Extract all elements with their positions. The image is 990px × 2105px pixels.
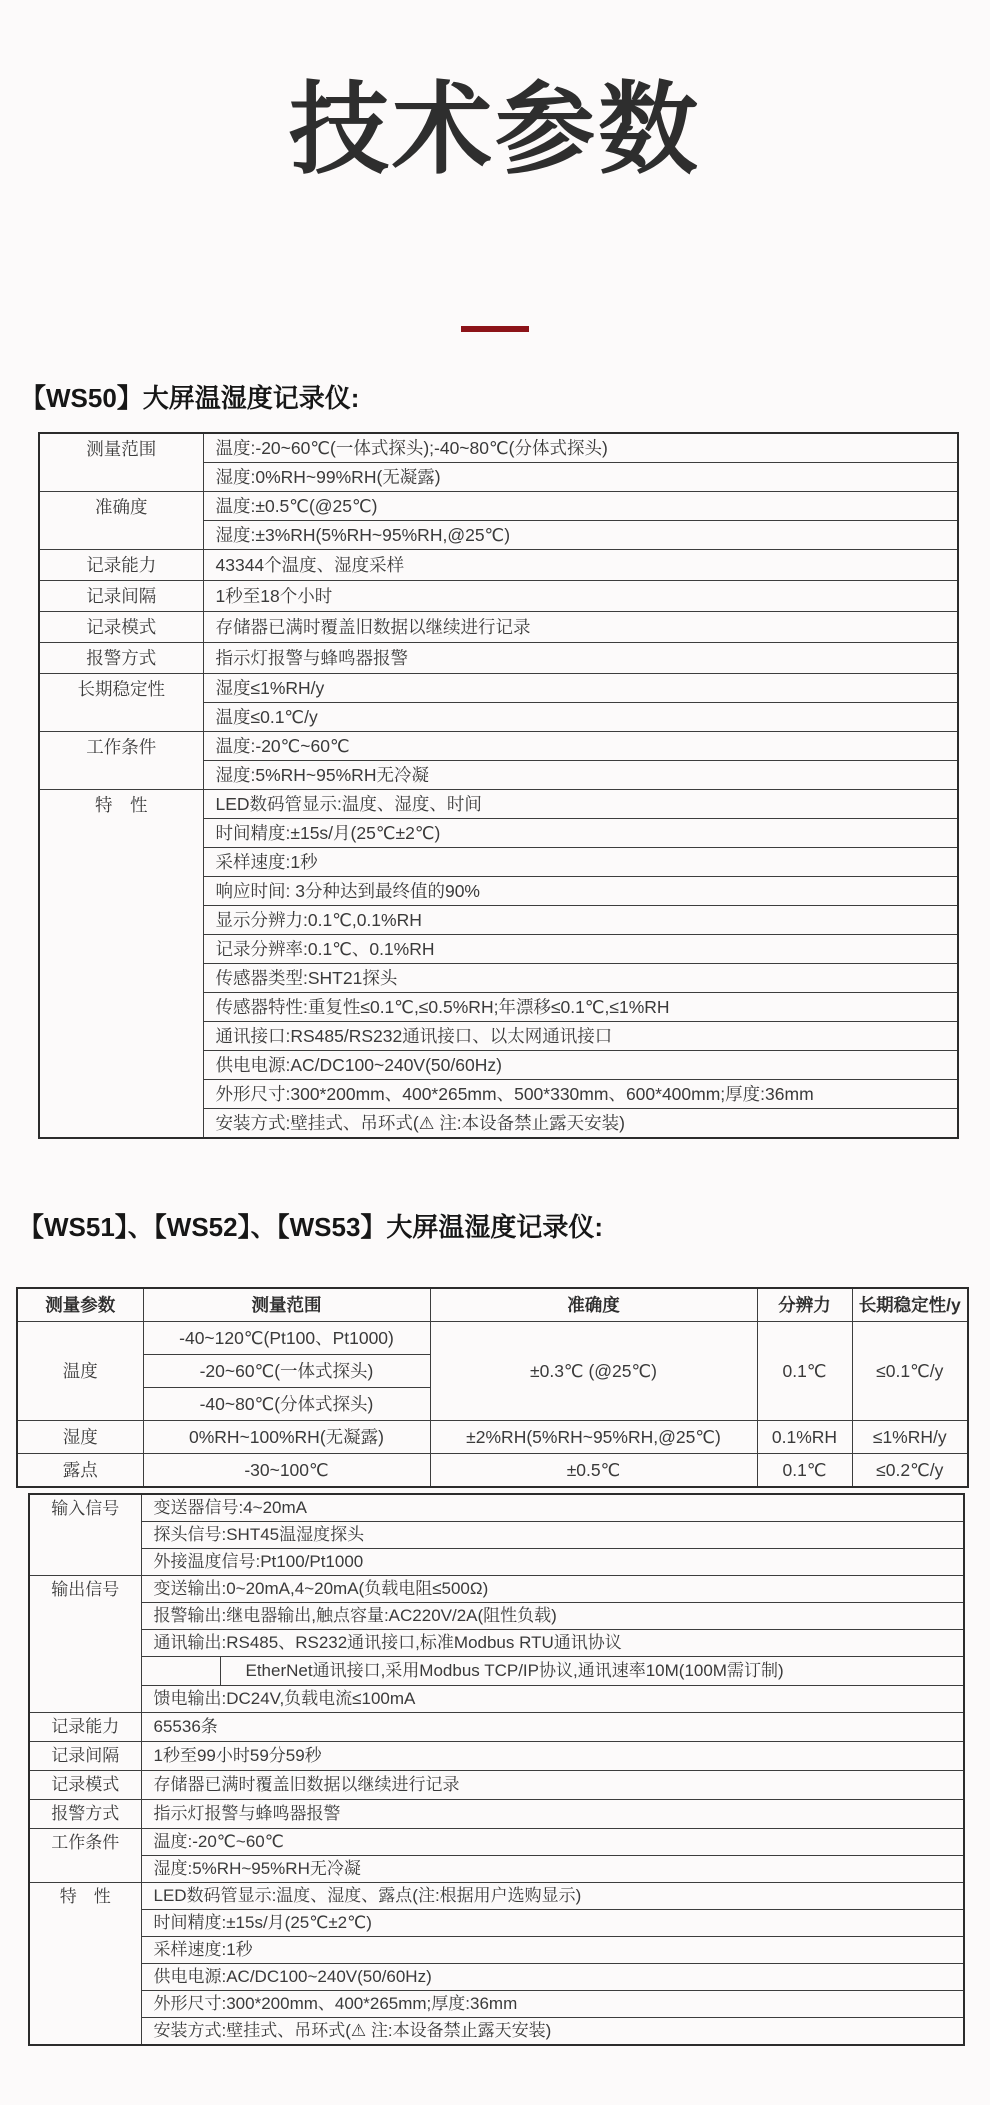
resolution-cell: 0.1℃ <box>757 1454 852 1488</box>
spec-row <box>39 581 958 612</box>
spec-value-cell: 温度:-20℃~60℃ <box>203 732 958 761</box>
ws51-io-table <box>28 1493 965 2046</box>
spec-row <box>29 1522 964 1549</box>
ws51-io-table-body <box>29 1494 964 2045</box>
indent-spacer-cell <box>141 1657 220 1686</box>
spec-value-cell: 指示灯报警与蜂鸣器报警 <box>203 643 958 674</box>
spec-value-cell: 外形尺寸:300*200mm、400*265mm、500*330mm、600*400mm;厚度:36mm <box>203 1080 958 1109</box>
spec-label-cell: 记录间隔 <box>29 1742 141 1771</box>
range-cell: 0%RH~100%RH(无凝露) <box>143 1421 430 1454</box>
resolution-cell: 0.1℃ <box>757 1322 852 1421</box>
spec-value-cell: EtherNet通讯接口,采用Modbus TCP/IP协议,通讯速率10M(100M需订制) <box>220 1657 964 1686</box>
ws50-spec-table <box>38 432 959 1139</box>
spec-label-cell: 记录模式 <box>29 1771 141 1800</box>
spec-value-cell: 温度≤0.1℃/y <box>203 703 958 732</box>
header-cell-accuracy: 准确度 <box>430 1288 757 1322</box>
spec-value-cell: 1秒至99小时59分59秒 <box>141 1742 964 1771</box>
spec-value-cell: 时间精度:±15s/月(25℃±2℃) <box>203 819 958 848</box>
spec-value-cell: 通讯接口:RS485/RS232通讯接口、以太网通讯接口 <box>203 1022 958 1051</box>
spec-value-cell: 存储器已满时覆盖旧数据以继续进行记录 <box>203 612 958 643</box>
spec-value-cell: 指示灯报警与蜂鸣器报警 <box>141 1800 964 1829</box>
spec-row <box>29 1494 964 1522</box>
accuracy-cell: ±2%RH(5%RH~95%RH,@25℃) <box>430 1421 757 1454</box>
spec-value-cell: 安装方式:壁挂式、吊环式(⚠ 注:本设备禁止露天安装) <box>141 2018 964 2046</box>
spec-value-cell: 存储器已满时覆盖旧数据以继续进行记录 <box>141 1771 964 1800</box>
spec-row <box>29 1964 964 1991</box>
spec-value-cell: 温度:-20℃~60℃ <box>141 1829 964 1856</box>
spec-row <box>39 433 958 463</box>
spec-row <box>29 1576 964 1603</box>
spec-value-cell: 记录分辨率:0.1℃、0.1%RH <box>203 935 958 964</box>
spec-row <box>29 2018 964 2046</box>
spec-value-cell: 采样速度:1秒 <box>203 848 958 877</box>
spec-value-cell: 湿度:0%RH~99%RH(无凝露) <box>203 463 958 492</box>
spec-label-cell: 记录能力 <box>29 1713 141 1742</box>
spec-row <box>29 1856 964 1883</box>
spec-value-cell: 显示分辨力:0.1℃,0.1%RH <box>203 906 958 935</box>
spec-row <box>29 1603 964 1630</box>
spec-label-cell: 输入信号 <box>29 1494 141 1576</box>
spec-value-cell: 供电电源:AC/DC100~240V(50/60Hz) <box>141 1964 964 1991</box>
spec-row <box>29 1829 964 1856</box>
red-divider <box>461 326 529 332</box>
param-header-row <box>17 1288 968 1322</box>
spec-value-cell: LED数码管显示:温度、湿度、时间 <box>203 790 958 819</box>
spec-label-cell: 长期稳定性 <box>39 674 203 732</box>
spec-row <box>29 1800 964 1829</box>
page-title: 技术参数 <box>289 74 701 186</box>
spec-row <box>29 1630 964 1657</box>
spec-row <box>29 1910 964 1937</box>
stability-cell: ≤0.1℃/y <box>852 1322 968 1421</box>
spec-value-cell: 变送输出:0~20mA,4~20mA(负载电阻≤500Ω) <box>141 1576 964 1603</box>
header-cell-range: 测量范围 <box>143 1288 430 1322</box>
range-cell: -40~120℃(Pt100、Pt1000) <box>143 1322 430 1355</box>
spec-label-cell: 工作条件 <box>39 732 203 790</box>
spec-row <box>39 790 958 819</box>
param-name-cell: 湿度 <box>17 1421 143 1454</box>
spec-label-cell: 报警方式 <box>29 1800 141 1829</box>
spec-value-cell: 响应时间: 3分种达到最终值的90% <box>203 877 958 906</box>
spec-row <box>29 1937 964 1964</box>
ws51-heading: 【WS51】、【WS52】、【WS53】大屏温湿度记录仪: <box>18 1212 604 1242</box>
spec-label-cell: 特 性 <box>29 1883 141 2046</box>
spec-row <box>29 1657 964 1686</box>
spec-row <box>39 674 958 703</box>
accuracy-cell: ±0.5℃ <box>430 1454 757 1488</box>
spec-value-cell: 馈电输出:DC24V,负载电流≤100mA <box>141 1686 964 1713</box>
spec-label-cell: 测量范围 <box>39 433 203 492</box>
spec-value-cell: 湿度:5%RH~95%RH无冷凝 <box>141 1856 964 1883</box>
spec-value-cell: 时间精度:±15s/月(25℃±2℃) <box>141 1910 964 1937</box>
accuracy-cell: ±0.3℃ (@25℃) <box>430 1322 757 1421</box>
dew-point-row <box>17 1454 968 1488</box>
header-cell-param: 测量参数 <box>17 1288 143 1322</box>
spec-value-cell: 外形尺寸:300*200mm、400*265mm;厚度:36mm <box>141 1991 964 2018</box>
spec-row <box>29 1991 964 2018</box>
param-table-body <box>17 1322 968 1488</box>
spec-value-cell: 通讯输出:RS485、RS232通讯接口,标准Modbus RTU通讯协议 <box>141 1630 964 1657</box>
spec-label-cell: 准确度 <box>39 492 203 550</box>
spec-row <box>29 1742 964 1771</box>
spec-value-cell: 外接温度信号:Pt100/Pt1000 <box>141 1549 964 1576</box>
spec-value-cell: 湿度:5%RH~95%RH无冷凝 <box>203 761 958 790</box>
spec-value-cell: 湿度:±3%RH(5%RH~95%RH,@25℃) <box>203 521 958 550</box>
param-name-cell: 温度 <box>17 1322 143 1421</box>
spec-value-cell: 温度:-20~60℃(一体式探头);-40~80℃(分体式探头) <box>203 433 958 463</box>
spec-value-cell: 43344个温度、湿度采样 <box>203 550 958 581</box>
spec-label-cell: 记录能力 <box>39 550 203 581</box>
spec-value-cell: 探头信号:SHT45温湿度探头 <box>141 1522 964 1549</box>
spec-label-cell: 报警方式 <box>39 643 203 674</box>
spec-row <box>29 1549 964 1576</box>
spec-row <box>39 643 958 674</box>
spec-row <box>29 1713 964 1742</box>
range-cell: -30~100℃ <box>143 1454 430 1488</box>
spec-value-cell: 报警输出:继电器输出,触点容量:AC220V/2A(阻性负载) <box>141 1603 964 1630</box>
spec-value-cell: 传感器特性:重复性≤0.1℃,≤0.5%RH;年漂移≤0.1℃,≤1%RH <box>203 993 958 1022</box>
ws50-spec-table-body <box>39 433 958 1138</box>
spec-value-cell: 采样速度:1秒 <box>141 1937 964 1964</box>
spec-label-cell: 输出信号 <box>29 1576 141 1713</box>
spec-label-cell: 特 性 <box>39 790 203 1139</box>
spec-row <box>39 492 958 521</box>
spec-value-cell: 1秒至18个小时 <box>203 581 958 612</box>
spec-label-cell: 记录间隔 <box>39 581 203 612</box>
spec-row <box>39 612 958 643</box>
spec-value-cell: 变送器信号:4~20mA <box>141 1494 964 1522</box>
spec-row <box>29 1771 964 1800</box>
ws50-heading: 【WS50】大屏温湿度记录仪: <box>20 383 360 413</box>
range-cell: -20~60℃(一体式探头) <box>143 1355 430 1388</box>
humidity-row <box>17 1421 968 1454</box>
spec-row <box>29 1686 964 1713</box>
spec-value-cell: 供电电源:AC/DC100~240V(50/60Hz) <box>203 1051 958 1080</box>
param-name-cell: 露点 <box>17 1454 143 1488</box>
spec-label-cell: 工作条件 <box>29 1829 141 1883</box>
temperature-row <box>17 1322 968 1355</box>
spec-value-cell: 湿度≤1%RH/y <box>203 674 958 703</box>
spec-label-cell: 记录模式 <box>39 612 203 643</box>
ws51-param-table <box>16 1287 969 1488</box>
param-table-head <box>17 1288 968 1322</box>
spec-row <box>39 732 958 761</box>
spec-row <box>29 1883 964 1910</box>
spec-value-cell: LED数码管显示:温度、湿度、露点(注:根据用户选购显示) <box>141 1883 964 1910</box>
range-cell: -40~80℃(分体式探头) <box>143 1388 430 1421</box>
header-cell-stability: 长期稳定性/y <box>852 1288 968 1322</box>
header-cell-resolution: 分辨力 <box>757 1288 852 1322</box>
resolution-cell: 0.1%RH <box>757 1421 852 1454</box>
stability-cell: ≤0.2℃/y <box>852 1454 968 1488</box>
spec-value-cell: 65536条 <box>141 1713 964 1742</box>
spec-value-cell: 温度:±0.5℃(@25℃) <box>203 492 958 521</box>
spec-row <box>39 550 958 581</box>
stability-cell: ≤1%RH/y <box>852 1421 968 1454</box>
spec-value-cell: 传感器类型:SHT21探头 <box>203 964 958 993</box>
spec-value-cell: 安装方式:壁挂式、吊环式(⚠ 注:本设备禁止露天安装) <box>203 1109 958 1139</box>
